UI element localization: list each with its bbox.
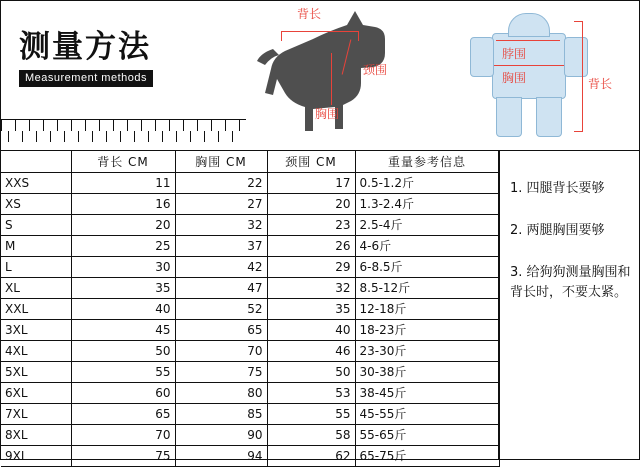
table-row [1, 319, 499, 340]
cell-neck-girth: 50 [267, 361, 355, 382]
header-back-length: 背长 CM [71, 151, 175, 172]
coat-sleeve-left [470, 37, 494, 77]
table-row [1, 382, 499, 403]
table-body [1, 172, 499, 466]
cell-size: 5XL [1, 361, 71, 382]
cell-size: XL [1, 277, 71, 298]
cell-weight: 1.3-2.4斤 [355, 193, 499, 214]
cell-weight: 30-38斤 [355, 361, 499, 382]
note-2: 2. 两腿胸围要够 [510, 223, 605, 239]
cell-size: 6XL [1, 382, 71, 403]
cell-weight: 55-65斤 [355, 424, 499, 445]
coat-leg-right [536, 97, 562, 137]
cell-neck-girth: 35 [267, 298, 355, 319]
cell-back-length: 30 [71, 256, 175, 277]
table-row [1, 445, 499, 466]
coat-back-line [582, 21, 583, 131]
cell-back-length: 11 [71, 172, 175, 193]
cell-size: S [1, 214, 71, 235]
size-table [1, 151, 500, 467]
coat-body [492, 33, 566, 99]
coat-back-tick-top [574, 21, 583, 22]
cell-back-length: 65 [71, 403, 175, 424]
cell-size: 7XL [1, 403, 71, 424]
label-back-length: 背长 [297, 7, 322, 21]
cell-chest-girth: 65 [175, 319, 267, 340]
cell-chest-girth: 22 [175, 172, 267, 193]
cell-chest-girth: 70 [175, 340, 267, 361]
back-length-tick-right [358, 31, 359, 41]
cell-neck-girth: 32 [267, 277, 355, 298]
cell-chest-girth: 32 [175, 214, 267, 235]
table-row [1, 361, 499, 382]
header-neck-girth: 颈围 CM [267, 151, 355, 172]
label-coat-chest: 胸围 [502, 71, 527, 85]
cell-back-length: 20 [71, 214, 175, 235]
cell-weight: 23-30斤 [355, 340, 499, 361]
label-neck-girth: 颈围 [363, 63, 388, 77]
cell-chest-girth: 52 [175, 298, 267, 319]
cell-chest-girth: 37 [175, 235, 267, 256]
dog-illustration [251, 9, 391, 149]
cell-weight: 45-55斤 [355, 403, 499, 424]
header-size [1, 151, 71, 172]
cell-weight: 12-18斤 [355, 298, 499, 319]
cell-chest-girth: 42 [175, 256, 267, 277]
coat-illustration [456, 7, 631, 149]
cell-weight: 38-45斤 [355, 382, 499, 403]
cell-back-length: 25 [71, 235, 175, 256]
cell-neck-girth: 55 [267, 403, 355, 424]
label-coat-back: 背长 [588, 77, 613, 91]
cell-size: XXL [1, 298, 71, 319]
coat-chest-line [494, 65, 564, 66]
dog-silhouette-icon [251, 9, 391, 149]
cell-neck-girth: 40 [267, 319, 355, 340]
ruler-icon [1, 119, 246, 141]
table-row [1, 298, 499, 319]
cell-weight: 18-23斤 [355, 319, 499, 340]
cell-neck-girth: 17 [267, 172, 355, 193]
cell-back-length: 40 [71, 298, 175, 319]
cell-weight: 2.5-4斤 [355, 214, 499, 235]
cell-back-length: 35 [71, 277, 175, 298]
cell-neck-girth: 53 [267, 382, 355, 403]
cell-size: XXS [1, 172, 71, 193]
illustration-band [1, 1, 639, 151]
cell-neck-girth: 20 [267, 193, 355, 214]
cell-weight: 0.5-1.2斤 [355, 172, 499, 193]
cell-size: 8XL [1, 424, 71, 445]
coat-leg-left [496, 97, 522, 137]
note-1: 1. 四腿背长要够 [510, 181, 605, 196]
cell-neck-girth: 23 [267, 214, 355, 235]
cell-back-length: 70 [71, 424, 175, 445]
page-title: 测量方法 [19, 29, 151, 65]
size-table-wrapper [1, 151, 499, 463]
table-row [1, 277, 499, 298]
label-coat-neck: 脖围 [502, 47, 527, 61]
coat-sleeve-right [564, 37, 588, 77]
cell-chest-girth: 94 [175, 445, 267, 466]
chest-girth-line [331, 53, 332, 105]
cell-weight: 8.5-12斤 [355, 277, 499, 298]
cell-chest-girth: 27 [175, 193, 267, 214]
header-chest-girth: 胸围 CM [175, 151, 267, 172]
cell-neck-girth: 58 [267, 424, 355, 445]
cell-chest-girth: 85 [175, 403, 267, 424]
back-length-tick-left [281, 31, 282, 41]
cell-chest-girth: 80 [175, 382, 267, 403]
title-block [19, 31, 204, 87]
table-row [1, 193, 499, 214]
table-row [1, 235, 499, 256]
label-chest-girth: 胸围 [315, 107, 340, 121]
cell-neck-girth: 62 [267, 445, 355, 466]
cell-size: 9XL [1, 445, 71, 466]
cell-chest-girth: 47 [175, 277, 267, 298]
note-3: 3. 给狗狗测量胸围和背长时，不要太紧。 [510, 265, 631, 301]
cell-size: XS [1, 193, 71, 214]
table-row [1, 172, 499, 193]
cell-weight: 65-75斤 [355, 445, 499, 466]
cell-back-length: 60 [71, 382, 175, 403]
cell-size: L [1, 256, 71, 277]
cell-back-length: 45 [71, 319, 175, 340]
coat-hood [508, 13, 550, 37]
cell-weight: 4-6斤 [355, 235, 499, 256]
cell-back-length: 75 [71, 445, 175, 466]
table-row [1, 340, 499, 361]
table-header-row [1, 151, 499, 172]
coat-neck-line [496, 40, 560, 41]
cell-weight: 6-8.5斤 [355, 256, 499, 277]
cell-size: M [1, 235, 71, 256]
cell-back-length: 55 [71, 361, 175, 382]
back-length-bracket [281, 31, 359, 32]
notes-panel [500, 151, 640, 460]
table-row [1, 403, 499, 424]
cell-neck-girth: 29 [267, 256, 355, 277]
cell-size: 3XL [1, 319, 71, 340]
cell-chest-girth: 90 [175, 424, 267, 445]
page-subtitle: Measurement methods [19, 70, 153, 87]
cell-back-length: 50 [71, 340, 175, 361]
coat-back-tick-bottom [574, 131, 583, 132]
table-row [1, 214, 499, 235]
cell-back-length: 16 [71, 193, 175, 214]
table-row [1, 424, 499, 445]
cell-neck-girth: 46 [267, 340, 355, 361]
cell-chest-girth: 75 [175, 361, 267, 382]
cell-neck-girth: 26 [267, 235, 355, 256]
cell-size: 4XL [1, 340, 71, 361]
table-row [1, 256, 499, 277]
header-weight-reference: 重量参考信息 [355, 151, 499, 172]
